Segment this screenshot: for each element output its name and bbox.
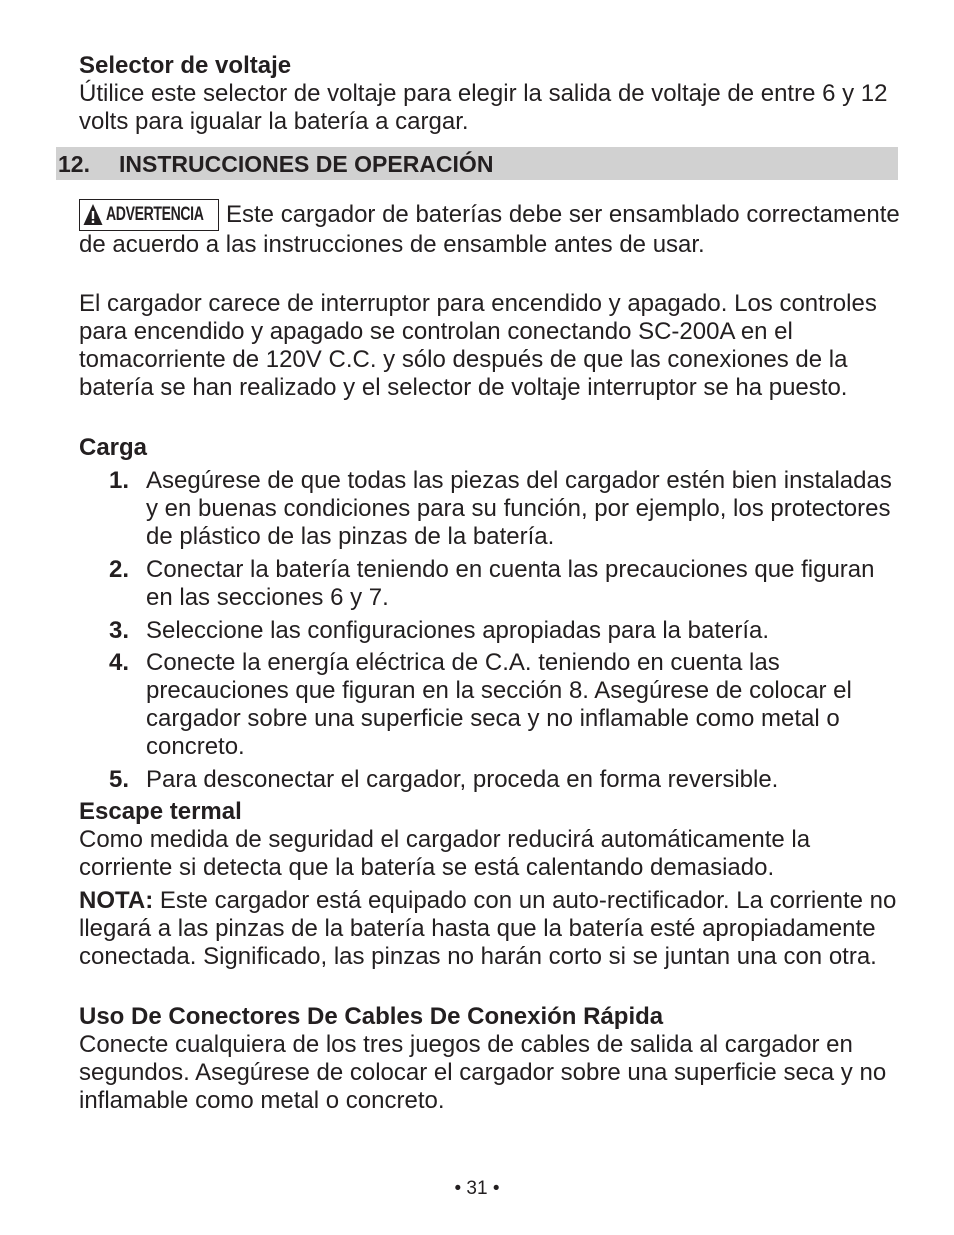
thermal-heading: Escape termal <box>79 798 242 825</box>
warning-badge-label: ADVERTENCIA <box>106 204 204 225</box>
page-number: • 31 • <box>454 1178 500 1199</box>
step-text: Asegúrese de que todas las piezas del cargador estén bien instaladas y en buenas condiciones para su función, por ejemplo, los protectores de plástico de las pinzas de la batería. <box>146 467 892 550</box>
voltage-selector-heading: Selector de voltaje <box>79 52 292 79</box>
step-number: 2. <box>109 556 130 583</box>
section-header-bar <box>56 147 898 180</box>
step-number: 1. <box>109 467 130 494</box>
section-title: INSTRUCCIONES DE OPERACIÓN <box>119 151 494 177</box>
warning-paragraph <box>79 201 909 259</box>
charging-heading: Carga <box>79 434 148 461</box>
power-paragraph: El cargador carece de interruptor para encendido y apagado. Los controles para encendido y apagado se controlan conectando SC-200A en el tomacorriente de 120V C.C. y sólo después de que las conexiones de la batería se han realizado y el selector de voltaje interruptor se ha puesto. <box>79 290 877 401</box>
warning-badge <box>79 199 219 231</box>
warning-triangle-icon <box>83 203 103 226</box>
step-number: 5. <box>109 766 130 793</box>
quick-connect-heading: Uso De Conectores De Cables De Conexión Rápida <box>79 1003 664 1030</box>
quick-connect-body: Conecte cualquiera de los tres juegos de cables de salida al cargador en segundos. Asegúrese de colocar el cargador sobre una superficie seca y no inflamable como metal o concreto. <box>79 1031 887 1114</box>
warning-text: Este cargador de baterías debe ser ensamblado correctamente de acuerdo a las instrucciones de ensamble antes de usar. <box>79 201 900 258</box>
step-number: 3. <box>109 617 130 644</box>
voltage-selector-body: Útilice este selector de voltaje para elegir la salida de voltaje de entre 6 y 12 volts para igualar la batería a cargar. <box>79 80 888 135</box>
step-text: Conecte la energía eléctrica de C.A. teniendo en cuenta las precauciones que figuran en la sección 8. Asegúrese de colocar el cargador sobre una superficie seca y no inflamable como metal o concreto. <box>146 649 852 760</box>
step-text: Para desconectar el cargador, proceda en forma reversible. <box>146 766 779 793</box>
step-number: 4. <box>109 649 130 676</box>
note-body: Este cargador está equipado con un auto-rectificador. La corriente no llegará a las pinzas de la batería hasta que la batería esté apropiadamente conectada. Significado, las pinzas no harán corto si se juntan una con otra. <box>79 887 897 970</box>
step-text: Seleccione las configuraciones apropiadas para la batería. <box>146 617 770 644</box>
thermal-body: Como medida de seguridad el cargador reducirá automáticamente la corriente si detecta que la batería se está calentando demasiado. <box>79 826 811 881</box>
note-label: NOTA: <box>79 887 154 914</box>
step-text: Conectar la batería teniendo en cuenta las precauciones que figuran en las secciones 6 y 7. <box>146 556 875 611</box>
note-paragraph <box>79 887 909 971</box>
section-number: 12. <box>58 151 90 177</box>
